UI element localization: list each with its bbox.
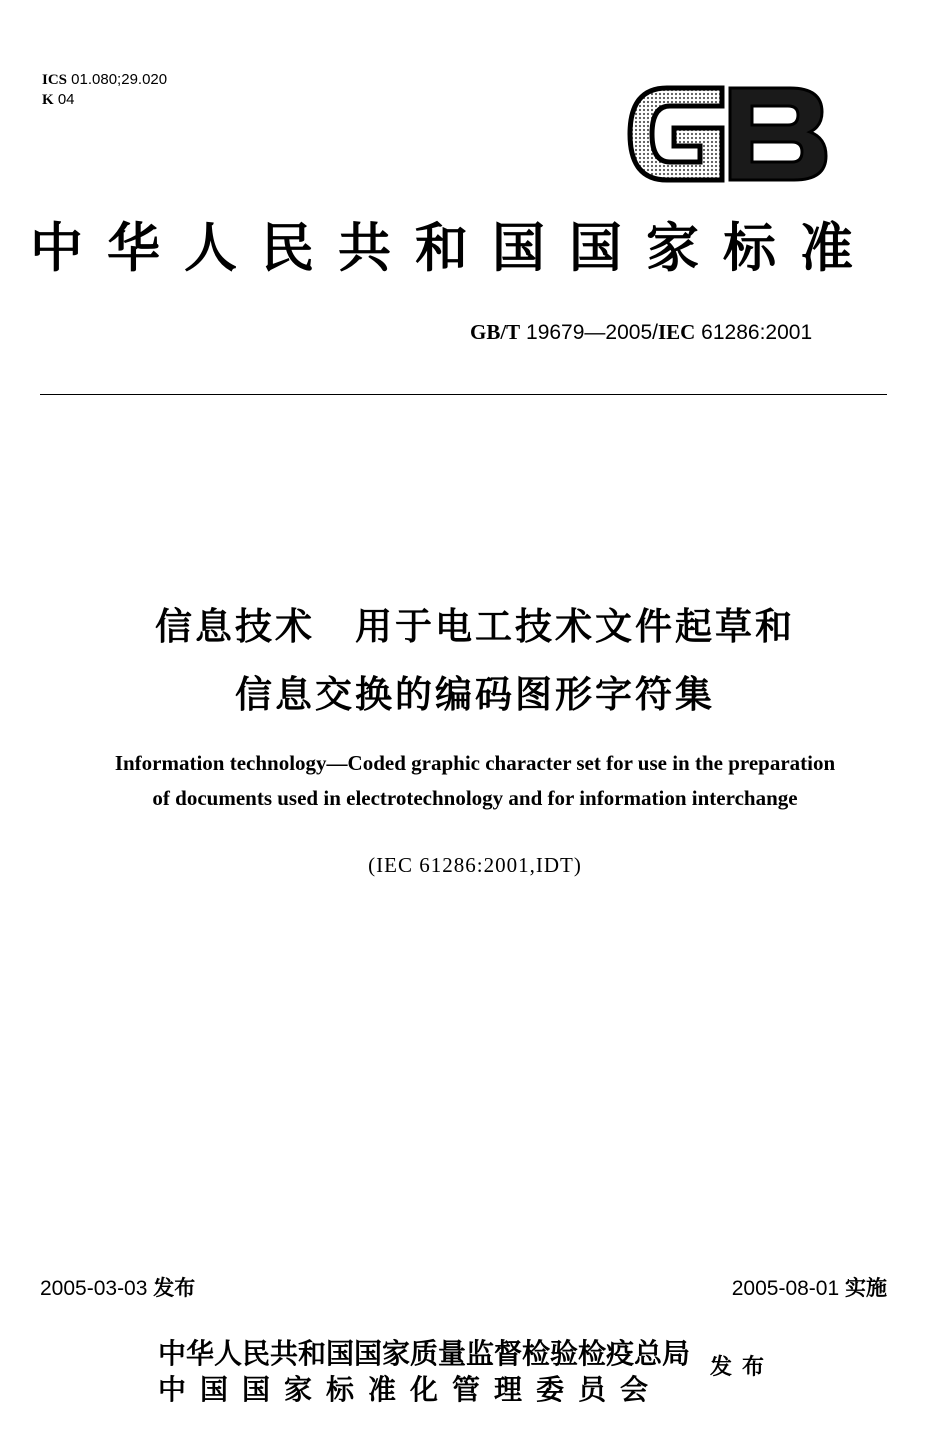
equivalence-note: (IEC 61286:2001,IDT) <box>368 853 582 877</box>
issuer-line2: 中国国家标准化管理委员会 <box>158 1373 663 1406</box>
national-standard-title: 中华人民共和国国家标准 <box>30 217 877 279</box>
title-cn-line1: 信息技术 用于电工技术文件起草和 <box>155 605 795 648</box>
implementation-date: 2005-08-01 实施 <box>731 1276 887 1300</box>
logo-text: GB <box>622 80 624 81</box>
gb-logo <box>622 80 830 188</box>
issuer-line1: 中华人民共和国国家质量监督检验检疫总局 <box>158 1337 691 1370</box>
title-en-line1: Information technology—Coded graphic character set for use in the preparation <box>114 751 836 775</box>
title-en-line2: of documents used in electrotechnology and for information interchange <box>152 786 798 810</box>
title-cn-line2: 信息交换的编码图形字符集 <box>235 673 715 716</box>
ics-code: ICS 01.080;29.020 <box>42 71 168 88</box>
header-divider <box>40 394 887 395</box>
publish-label: 发布 <box>710 1354 775 1380</box>
issue-date: 2005-03-03 发布 <box>40 1276 196 1300</box>
category-code: K 04 <box>42 91 75 108</box>
standard-number: GB/T 19679—2005/IEC 61286:2001 <box>470 320 813 344</box>
classification-codes <box>42 70 167 110</box>
